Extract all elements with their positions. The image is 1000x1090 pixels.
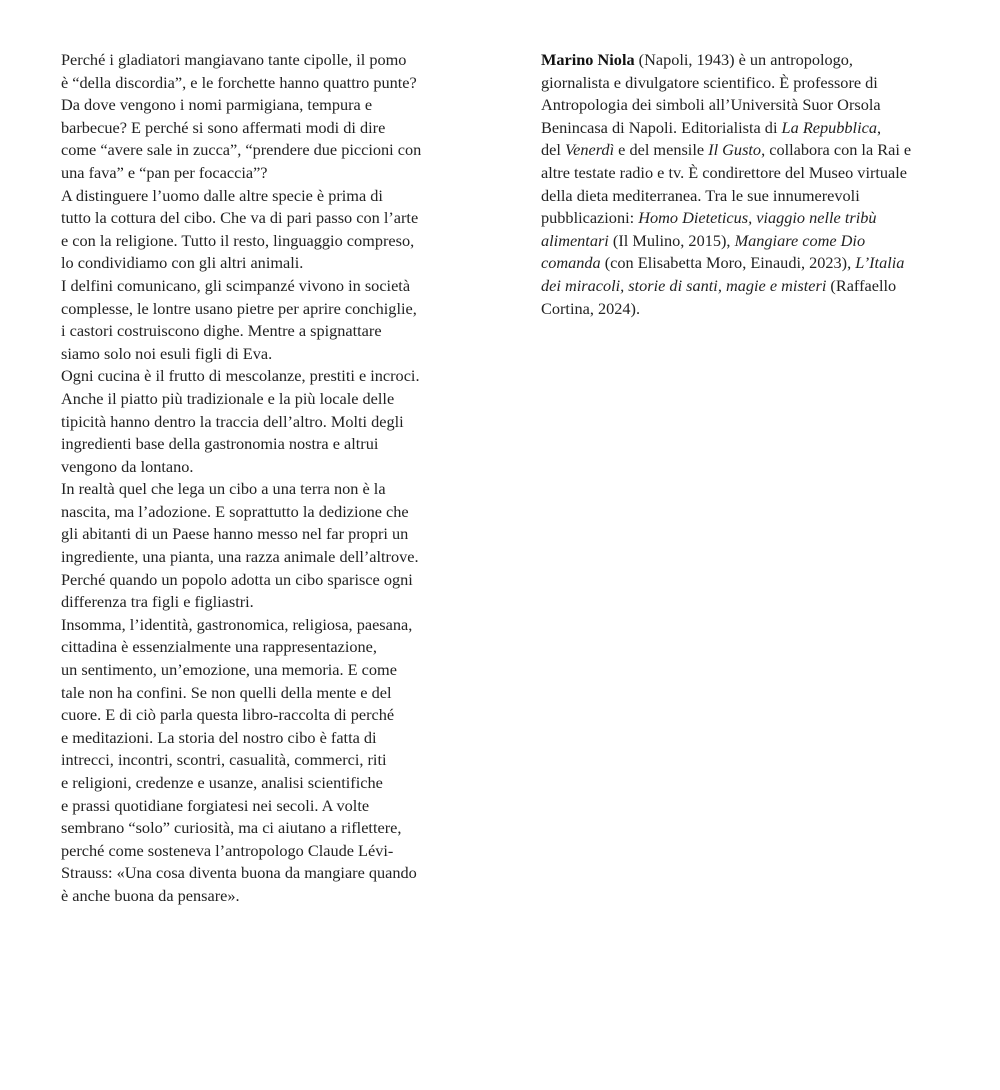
text-line: Da dove vengono i nomi parmigiana, tempura e bbox=[61, 95, 373, 115]
bio-line bbox=[541, 185, 941, 208]
text-line: Perché quando un popolo adotta un cibo sparisce ogni bbox=[61, 569, 413, 589]
text-line: ingrediente, una pianta, una razza animale dell’altrove. bbox=[61, 547, 419, 567]
text-line: tipicità hanno dentro la traccia dell’altro. Molti degli bbox=[61, 411, 404, 431]
author-bio-column bbox=[541, 49, 941, 320]
text-line: siamo solo noi esuli figli di Eva. bbox=[61, 343, 273, 363]
italic-title: L’Italia bbox=[855, 253, 905, 273]
text-run: giornalista e divulgatore scientifico. È professore di bbox=[541, 72, 878, 92]
text-line: e prassi quotidiane forgiatesi nei secoli. A volte bbox=[61, 795, 370, 815]
text-run: , bbox=[876, 117, 882, 137]
synopsis-paragraph bbox=[61, 275, 461, 365]
synopsis-text-column bbox=[61, 49, 461, 908]
bio-line bbox=[541, 139, 941, 162]
text-run: , collabora con la Rai e bbox=[761, 140, 912, 160]
text-run: altre testate radio e tv. È condirettore del Museo virtuale bbox=[541, 162, 908, 182]
italic-title: comanda bbox=[541, 253, 601, 273]
synopsis-paragraph bbox=[61, 365, 461, 478]
bio-line bbox=[541, 72, 941, 95]
text-line: perché come sosteneva l’antropologo Claude Lévi- bbox=[61, 840, 394, 860]
italic-title: dei miracoli, storie di santi, magie e misteri bbox=[541, 275, 827, 295]
bio-line bbox=[541, 117, 941, 140]
bio-line bbox=[541, 252, 941, 275]
text-run: Benincasa di Napoli. Editorialista di bbox=[541, 117, 782, 137]
bio-line bbox=[541, 94, 941, 117]
synopsis-paragraph bbox=[61, 478, 461, 614]
text-run: (Raffaello bbox=[826, 275, 897, 295]
text-line: tale non ha confini. Se non quelli della mente e del bbox=[61, 682, 392, 702]
italic-title: Mangiare come Dio bbox=[734, 230, 866, 250]
italic-title: La Repubblica bbox=[781, 117, 877, 137]
italic-title: Homo Dieteticus, viaggio nelle tribù bbox=[638, 208, 877, 228]
bio-line bbox=[541, 275, 941, 298]
text-run: (Napoli, 1943) è un antropologo, bbox=[634, 50, 854, 69]
text-run: Antropologia dei simboli all’Università Suor Orsola bbox=[541, 95, 881, 115]
text-line: Perché i gladiatori mangiavano tante cipolle, il pomo bbox=[61, 50, 407, 69]
text-run: Cortina, 2024). bbox=[541, 298, 641, 318]
text-line: i castori costruiscono dighe. Mentre a spignattare bbox=[61, 321, 382, 341]
text-line: complesse, le lontre usano pietre per aprire conchiglie, bbox=[61, 298, 417, 318]
text-line: nascita, ma l’adozione. E soprattutto la dedizione che bbox=[61, 501, 409, 521]
text-line: gli abitanti di un Paese hanno messo nel far propri un bbox=[61, 524, 409, 544]
text-line: Anche il piatto più tradizionale e la più locale delle bbox=[61, 388, 395, 408]
text-line: cittadina è essenzialmente una rappresentazione, bbox=[61, 637, 377, 657]
text-run: pubblicazioni: bbox=[541, 208, 639, 228]
text-line: un sentimento, un’emozione, una memoria. E come bbox=[61, 660, 397, 680]
text-run: e del mensile bbox=[614, 140, 709, 160]
bio-line bbox=[541, 230, 941, 253]
text-line: In realtà quel che lega un cibo a una terra non è la bbox=[61, 479, 386, 499]
text-run: del bbox=[541, 140, 565, 160]
text-line: una fava” e “pan per focaccia”? bbox=[61, 162, 268, 182]
author-bio-paragraph bbox=[541, 49, 941, 320]
text-line: A distinguere l’uomo dalle altre specie è prima di bbox=[61, 185, 383, 205]
author-name: Marino Niola bbox=[541, 50, 635, 69]
italic-title: alimentari bbox=[541, 230, 609, 250]
text-line: sembrano “solo” curiosità, ma ci aiutano a riflettere, bbox=[61, 818, 402, 838]
text-line: e meditazioni. La storia del nostro cibo è fatta di bbox=[61, 727, 377, 747]
bio-line bbox=[541, 207, 941, 230]
text-line: è anche buona da pensare». bbox=[61, 885, 240, 905]
synopsis-paragraph bbox=[61, 49, 461, 185]
text-run: della dieta mediterranea. Tra le sue innumerevoli bbox=[541, 185, 860, 205]
italic-title: Venerdì bbox=[564, 140, 615, 160]
text-line: Strauss: «Una cosa diventa buona da mangiare quando bbox=[61, 863, 417, 883]
text-line: I delfini comunicano, gli scimpanzé vivono in società bbox=[61, 275, 411, 295]
italic-title: Il Gusto bbox=[708, 140, 762, 160]
bio-line bbox=[541, 162, 941, 185]
text-line: tutto la cottura del cibo. Che va di pari passo con l’arte bbox=[61, 208, 419, 228]
text-line: e con la religione. Tutto il resto, linguaggio compreso, bbox=[61, 230, 415, 250]
text-line: ingredienti base della gastronomia nostra e altrui bbox=[61, 434, 379, 454]
synopsis-paragraph bbox=[61, 614, 461, 908]
text-line: e religioni, credenze e usanze, analisi scientifiche bbox=[61, 773, 383, 792]
text-line: differenza tra figli e figliastri. bbox=[61, 592, 254, 612]
text-line: come “avere sale in zucca”, “prendere due piccioni con bbox=[61, 140, 422, 160]
text-line: lo condividiamo con gli altri animali. bbox=[61, 253, 304, 273]
text-line: è “della discordia”, e le forchette hanno quattro punte? bbox=[61, 72, 417, 92]
bio-line bbox=[541, 298, 941, 321]
text-run: (con Elisabetta Moro, Einaudi, 2023), bbox=[600, 253, 856, 273]
text-line: intrecci, incontri, scontri, casualità, commerci, riti bbox=[61, 750, 387, 770]
text-line: vengono da lontano. bbox=[61, 456, 194, 476]
synopsis-paragraph bbox=[61, 185, 461, 275]
text-line: Ogni cucina è il frutto di mescolanze, prestiti e incroci. bbox=[61, 366, 420, 386]
text-line: barbecue? E perché si sono affermati modi di dire bbox=[61, 117, 386, 137]
text-run: (Il Mulino, 2015), bbox=[608, 230, 735, 250]
bio-line bbox=[541, 49, 941, 72]
text-line: Insomma, l’identità, gastronomica, religiosa, paesana, bbox=[61, 614, 413, 634]
text-line: cuore. E di ciò parla questa libro-raccolta di perché bbox=[61, 705, 395, 725]
